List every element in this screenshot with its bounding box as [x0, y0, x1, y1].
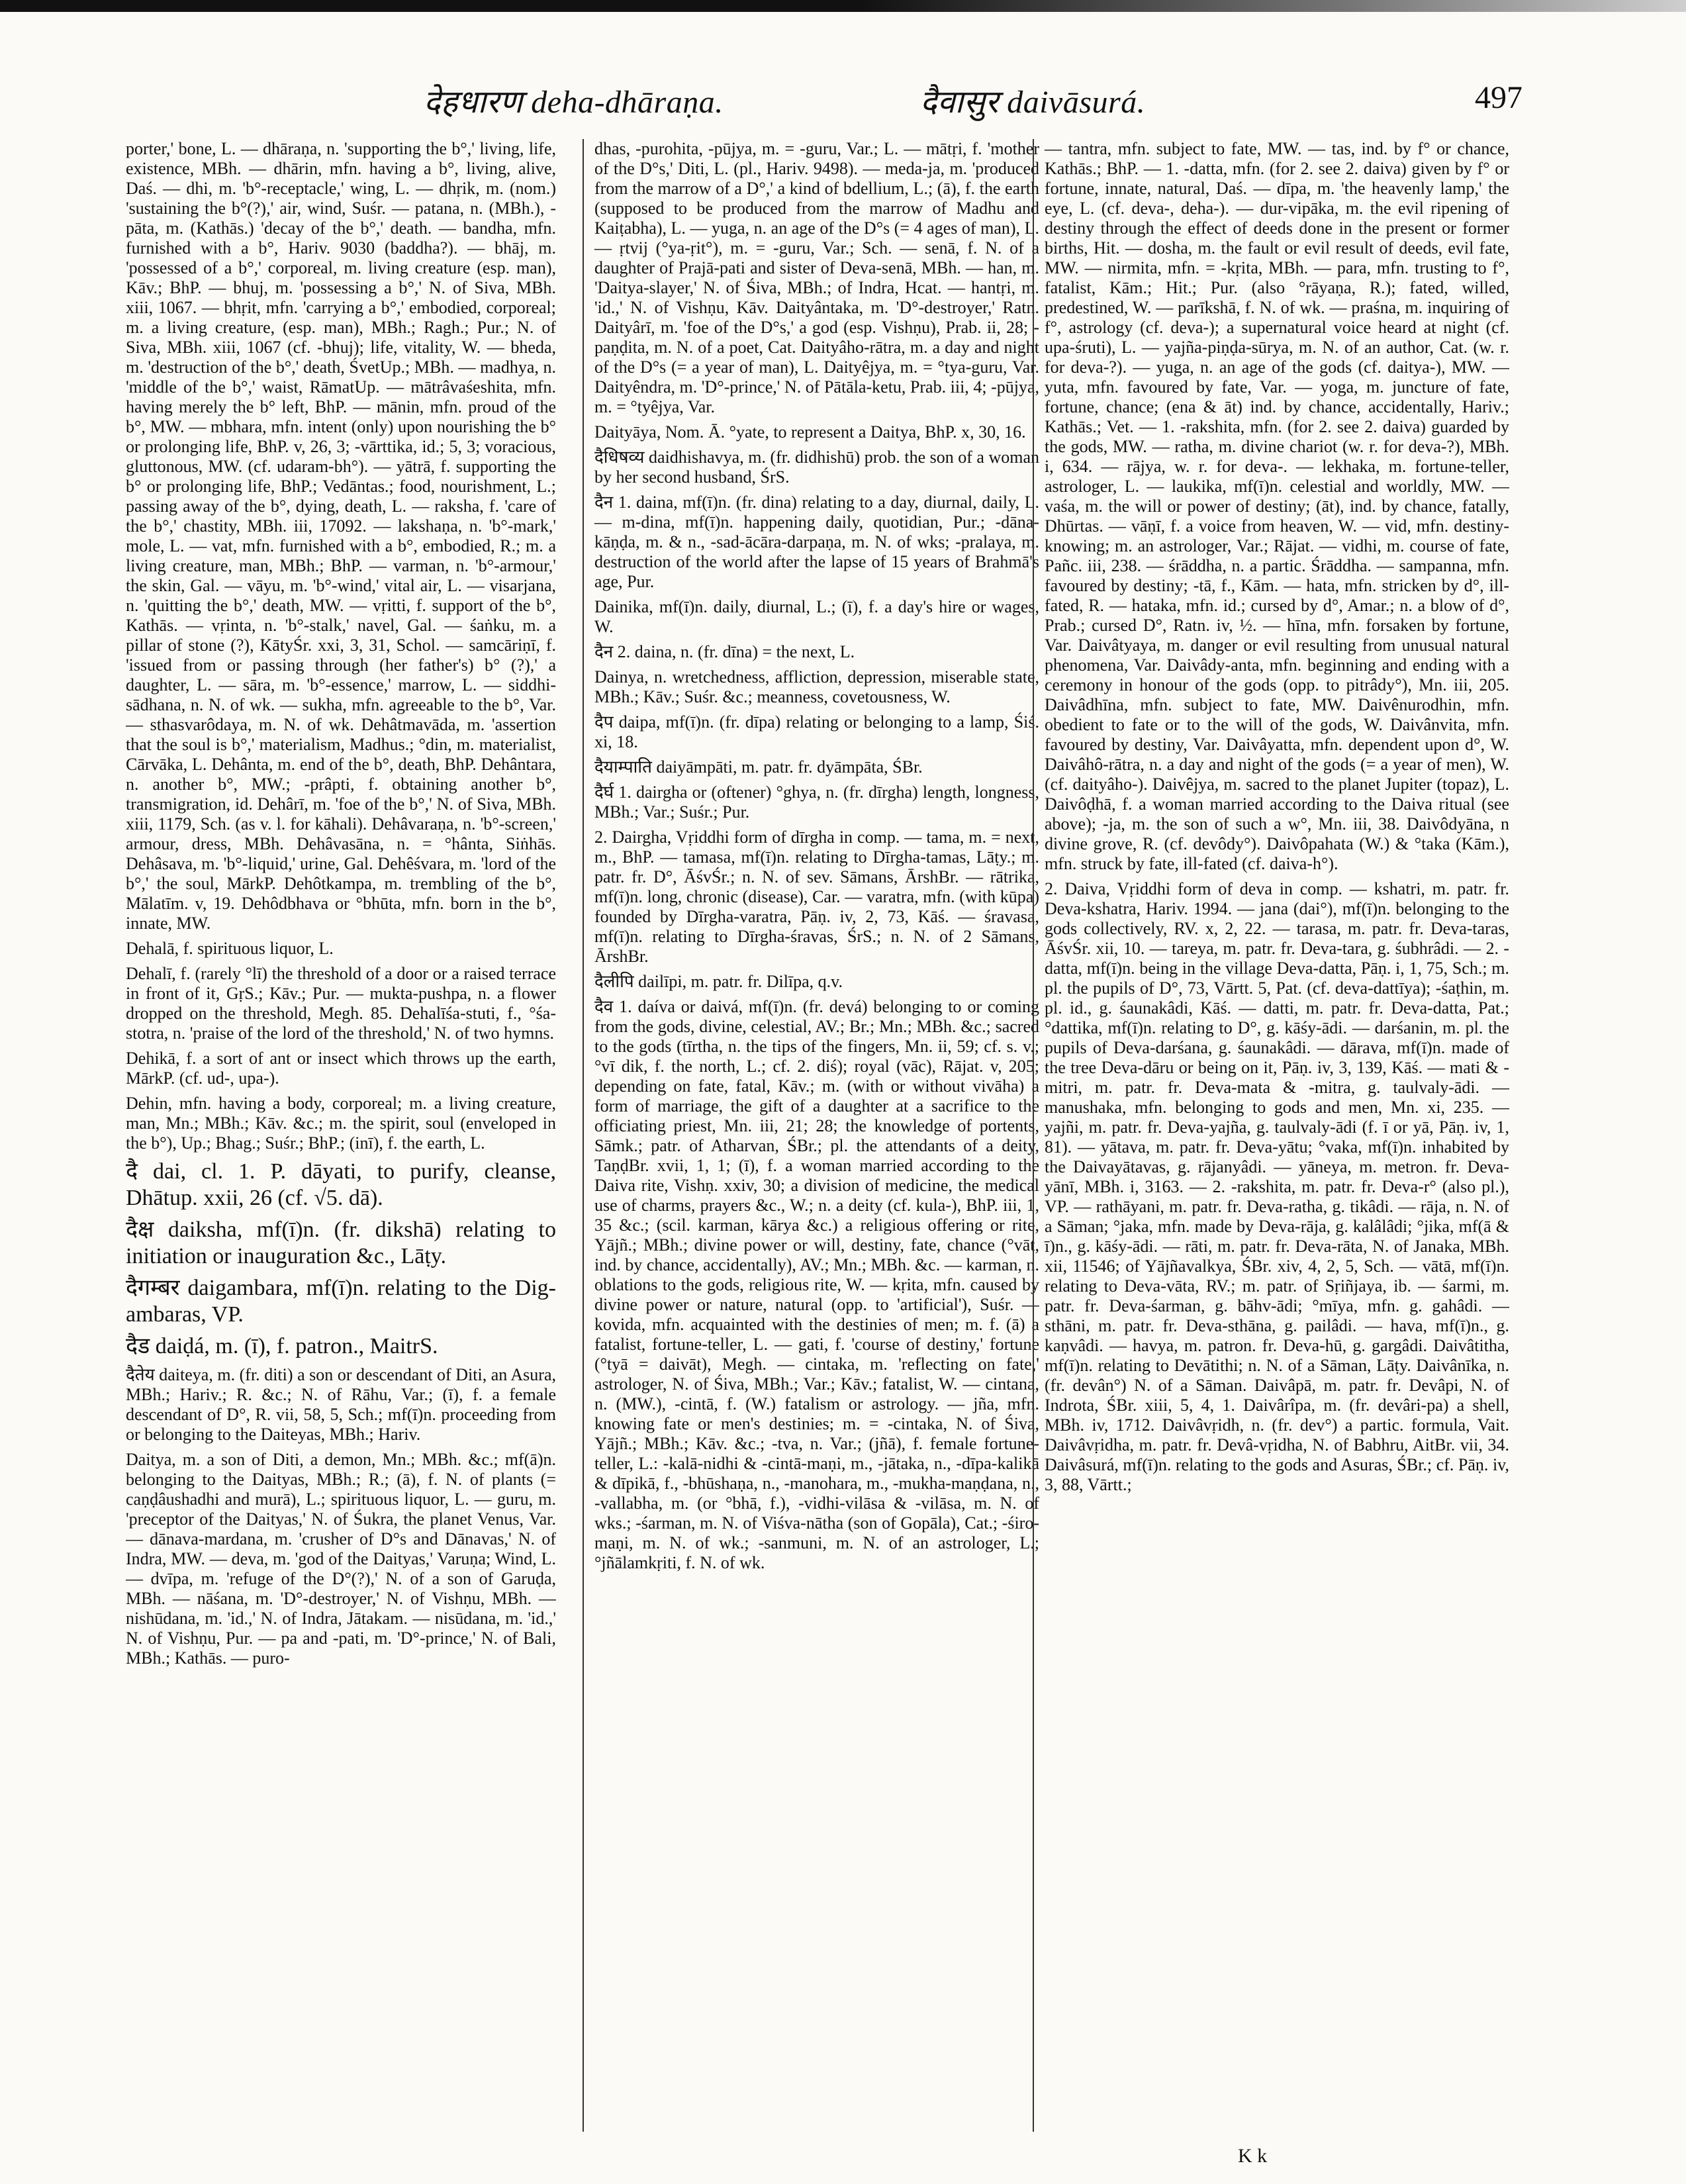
entry: dhas, -purohita, -pūjya, m. = -guru, Var.; L. — mātṛi, f. 'mother of the D°s,' Diti, L. (pl., Hariv. 9498). — meda-ja, m. 'produced from the marrow of a D°,' a kind of bdellium, L.; (ā), f. the earth (supposed to be produced from the marrow of Madhu and Kaiṭabha), L. — yuga, n. an age of the D°s (= 4 ages of man), L. — ṛtvij (°ya-ṛit°), m. = -guru, Var.; Sch. — senā, f. N. of a daughter of Prajā-pati and sister of Deva-senā, MBh. — han, m. 'Daitya-slayer,' N. of Śiva, MBh.; of Indra, Hcat. — hantṛi, m. 'id.,' N. of Vishṇu, Kāv. Daityântaka, m. 'D°-destroyer,' Ratn. Daityârī, m. 'foe of the D°s,' a god (esp. Vishṇu), Prab. ii, 28; -paṇḍita, m. N. of a poet, Cat. Daityâho-rātra, m. a day and night of the D°s (= a year of man), L. Daityêjya, m. = °tya-guru, Var. Daityêndra, m. 'D°-prince,' N. of Pātāla-ketu, Prab. iii, 4; -pūjya, m. = °tyêjya, Var. — [594, 139, 1039, 416]
entry: 2. Dairgha, Vṛiddhi form of dīrgha in comp. — tama, m. = next, m., BhP. — tamasa, mf(ī)n. relating to Dīrgha-tamas, Lāṭy.; m. patr. fr. D°, ĀśvŚr.; n. N. of sev. Sāmans, ĀrshBr. — rātrika, mf(ī)n. long, chronic (disease), Car. — varatra, mfn. (with kūpa) founded by Dīrgha-varatra, Pāṇ. iv, 2, 73, Kāś. — śravasa, mf(ī)n. relating to Dīrgha-śravas, ŚrS.; n. N. of 2 Sāmans, ĀrshBr. — [594, 828, 1039, 966]
entry: दैलीपि dailīpi, m. patr. fr. Dilīpa, q.v. — [594, 972, 843, 991]
entry: दै dai, cl. 1. P. dāyati, to purify, cleanse, Dhātup. xxii, 26 (cf. √5. dā). — [126, 1159, 556, 1210]
entry: दैतेय daiteya, m. (fr. diti) a son or descendant of Diti, an Asura, MBh.; Hariv.; R. &c.; N. of Rāhu, Var.; (ī), f. a female descendant of D°, R. vii, 58, 5, Sch.; mf(ī)n. proceeding from or belonging to the Daiteyas, MBh.; Hariv. — [126, 1365, 556, 1444]
running-head-right: दैवासुर daivāsurá. — [920, 85, 1146, 120]
entry: दैधिषव्य daidhishavya, m. (fr. didhishū) prob. the son of a woman by her second husband, ŚrS. — [594, 448, 1039, 487]
entry: — tantra, mfn. subject to fate, MW. — tas, ind. by f° or chance, Kathās.; BhP. — 1. -datta, mfn. (for 2. see 2. daiva) given by f° or fortune, innate, natural, Daś. — dīpa, m. 'the heavenly lamp,' the eye, L. (cf. deva-, deha-). — dur-vipāka, m. the evil ripening of destiny through the effect of deeds done in the present or former births, Hit. — dosha, m. the fault or evil result of deeds, evil fate, MW. — nirmita, mfn. = -kṛita, MBh. — para, mfn. trusting to f°, fatalist, Kām.; Hit.; Pur. (also °rāyaṇa, R.); fated, willed, predestined, W. — parīkshā, f. N. of wk. — praśna, m. inquiring of f°, astrology (cf. deva-); a supernatural voice heard at night (cf. upa-śruti), L. — yajña-piṇḍa-sūrya, m. N. of an author, Cat. (w. r. for deva-?). — yuga, n. an age of the gods (cf. daitya-), MW. — yuta, mfn. favoured by fate, Var. — yoga, m. juncture of fate, fortune, chance; (ena & āt) ind. by chance, accidentally, Hariv.; Kathās.; Vet. — 1. -rakshita, mfn. (for 2. see 2. daiva) guarded by the gods, MW. — ratha, m. divine chariot (w. r. for deva-?), MBh. i, 634. — rājya, w. r. for deva-. — lekhaka, m. fortune-teller, astrologer, L. — laukika, mf(ī)n. celestial and worldly, MW. — vaśa, m. the will or power of destiny; (āt), ind. by chance, fatally, Dhūrtas. — vāṇī, f. a voice from heaven, W. — vid, mfn. destiny-knowing; m. an astrologer, Var.; Rājat. — vidhi, m. course of fate, Pañc. iii, 238. — śrāddha, n. a partic. Śrāddha. — sampanna, mfn. favoured by destiny; -tā, f., Kām. — hata, mfn. stricken by d°, ill-fated, R. — hataka, mfn. id.; cursed by d°, Amar.; n. a blow of d°, Prab.; cursed D°, Ratn. iv, ½. — hīna, mfn. forsaken by fortune, Var. Daivâtyaya, m. danger or evil resulting from unusual natural phenomena, Var. Daivâdy-anta, mfn. beginning and ending with a ceremony in honour of the gods (opp. to pitrâdy°), Mn. iii, 205. Daivâdhīna, mfn. subject to fate, MW. Daivênurodhin, mfn. obedient to fate or to the will of the gods, W. Daivânvita, mfn. favoured by destiny, Var. Daivâyatta, mfn. dependent upon d°, W. Daivâhô-rātra, n. a day and night of the gods (= a year of men), W. (cf. daityâho-). Daivêjya, m. sacred to the planet Jupiter (topaz), L. Daivôḍhā, f. a woman married according to the Daiva ritual (see above); -ja, m. the son of such a w°, Mn. iii, 38. Daivôdyāna, n divine grove, R. (cf. devôdy°). Daivôpahata (W.) & °taka (Kām.), mfn. struck by fate, ill-fated (cf. daiva-h°). — [1045, 139, 1509, 873]
signature-mark: K k — [1238, 2145, 1268, 2167]
entry: 2. Daiva, Vṛiddhi form of deva in comp. — kshatri, m. patr. fr. Deva-kshatra, Hariv. 1994. — jana (dai°), mf(ī)n. belonging to the gods collectively, RV. x, 2, 22. — tarasa, m. patr. fr. Deva-taras, ĀśvŚr. xii, 10. — tareya, m. patr. fr. Deva-tara, g. śubhrâdi. — 2. -datta, mf(ī)n. being in the village Deva-datta, Pāṇ. i, 1, 75, Sch.; m. pl. the pupils of D°, 73, Vārtt. 5, Pat. (cf. deva-dattīya); -śaṭhin, m. pl. id., g. śaunakâdi, Kāś. — datti, m. patr. fr. Deva-datta, Pat.; °dattika, mf(ī)n. relating to D°, g. kāśy-ādi. — darśanin, m. pl. the pupils of Deva-darśana, g. śaunakâdi. — dārava, mf(ī)n. made of the tree Deva-dāru or being on it, Pāṇ. iv, 3, 139, Kāś. — mati & -mitri, m. patr. fr. Deva-mata & -mitra, g. taulvaly-ādi. — manushaka, mfn. belonging to gods and men, Mn. xi, 235. — yajñi, m. patr. fr. Deva-yajña, g. taulvaly-ādi (f. ī or yā, Pāṇ. iv, 1, 81). — yātava, m. patr. fr. Deva-yātu; °vaka, mf(ī)n. inhabited by the Daivayātavas, g. rājanyâdi. — yāneya, m. metron. fr. Deva-yānī, MBh. i, 3163. — 2. -rakshita, m. patr. fr. Deva-r° (also pl.), VP. — rathāyani, m. patr. fr. Deva-ratha, g. tikâdi. — rāja, n. N. of a Sāman; °jaka, mfn. made by Deva-rāja, g. kalâlâdi; °jika, mf(ā & ī)n., g. kāśy-ādi. — rāti, m. patr. fr. Deva-rāta, N. of Janaka, MBh. xii, 11546; of Yājñavalkya, ŚBr. xiv, 4, 2, 5, Sch. — vātā, mf(ī)n. relating to Deva-vāta, RV.; m. patr. of Sṛiñjaya, ib. — śarmi, m. patr. fr. Deva-śarman, g. bāhv-ādi; °mīya, mfn. g. gahâdi. — sthāni, m. patr. fr. Deva-sthāna, g. pailâdi. — hava, mf(ī)n., g. kaṇvâdi. — havya, m. patron. fr. Deva-hū, g. gargâdi. Daivâtitha, mf(ī)n. relating to Devātithi; n. N. of a Sāman, Lāṭy. Daivânīka, n. (fr. devân°) N. of a Sāman. Daivâpā, m. patr. fr. Devâpi, N. of Indrota, ŚBr. xiii, 5, 4, 1. Daivârîpa, m. (fr. devâri-pa) a shell, MBh. iv, 1712. Daivâvṛidh, n. (fr. dev°) a partic. formula, Vait. Daivâvṛidha, m. patr. fr. Devâ-vṛidha, N. of Babhru, AitBr. vii, 34. Daivâsurá, mf(ī)n. relating to the gods and Asuras, ŚBr.; cf. Pāṇ. iv, 3, 88, Vārtt.; — [1045, 879, 1509, 1494]
running-head-left: देहधारण deha-dhāraṇa. — [424, 85, 724, 120]
entry: दैयाम्पाति daiyāmpāti, m. patr. fr. dyāmpāta, ŚBr. — [594, 757, 923, 777]
scan-top-edge-fade — [861, 0, 1686, 12]
entry: Daityāya, Nom. Ā. °yate, to represent a Daitya, BhP. x, 30, 16. — [594, 422, 1026, 442]
page-header — [126, 79, 1522, 132]
entry: दैक्ष daiksha, mf(ī)n. (fr. dikshā) relating to initiation or inauguration &c., Lāṭy. — [126, 1217, 556, 1268]
entry: दैगम्बर daigambara, mf(ī)n. relating to the Dig-ambaras, VP. — [126, 1276, 556, 1327]
page-number: 497 — [1475, 80, 1522, 115]
entry: Dehikā, f. a sort of ant or insect which throws up the earth, MārkP. (cf. ud-, upa-). — [126, 1049, 556, 1088]
entry: Dehalā, f. spirituous liquor, L. — [126, 939, 334, 958]
entry: Dainya, n. wretchedness, affliction, depression, miserable state, MBh.; Kāv.; Suśr. &c.; meanness, covetousness, W. — [594, 667, 1039, 706]
column-2 — [583, 139, 1039, 2132]
entry: Daitya, m. a son of Diti, a demon, Mn.; MBh. &c.; mf(ā)n. belonging to the Daityas, MBh.; R.; (ā), f. N. of plants (= caṇḍâushadhi and murā), L.; spirituous liquor, L. — guru, m. 'preceptor of the Daityas,' N. of Śukra, the planet Venus, Var. — dānava-mardana, m. 'crusher of D°s and Dānavas,' N. of Indra, MW. — deva, m. 'god of the Daityas,' Varuṇa; Wind, L. — dvīpa, m. 'refuge of the D°(?),' N. of a son of Garuḍa, MBh. — nāśana, m. 'D°-destroyer,' N. of Vishṇu, MBh. — nishūdana, m. 'id.,' N. of Indra, Jātakam. — nisūdana, m. 'id.,' N. of Vishṇu, Pur. — pa and -pati, m. 'D°-prince,' N. of Bali, MBh.; Kathās. — puro- — [126, 1450, 556, 1668]
entry: दैड daiḍá, m. (ī), f. patron., MaitrS. — [126, 1334, 438, 1358]
column-1 — [126, 139, 556, 2132]
entry: दैव 1. daíva or daivá, mf(ī)n. (fr. devá) belonging to or coming from the gods, divine, celestial, AV.; Br.; Mn.; MBh. &c.; sacred to the gods (tīrtha, n. the tips of the fingers, Mn. ii, 59; cf. s. v.; °vī dik, f. the north, L.; cf. 2. diś); royal (vāc), Rājat. v, 205; depending on fate, fatal, Kāv.; m. (with or without vivāha) a form of marriage, the gift of a daughter at a sacrifice to the officiating priest, Mn. iii, 21; 28; the knowledge of portents, Sāmk.; patr. of Atharvan, ŚBr.; pl. the attendants of a deity, TaṇḍBr. xvii, 1, 1; (ī), f. a woman married according to the Daiva rite, Vishṇ. xxiv, 30; a division of medicine, the medical use of charms, prayers &c., W.; n. a deity (cf. kula-), BhP. iii, 1, 35 &c.; (scil. karman, kārya &c.) a religious offering or rite, Yājñ.; MBh.; divine power or will, destiny, fate, chance (°vāt, ind. by chance, accidentally), AV.; Mn.; MBh. &c. — karman, n. oblations to the gods, religious rite, W. — kṛita, mfn. caused by divine power or nature, natural (opp. to 'artificial'), Suśr. — kovida, mfn. acquainted with the destinies of men; m. f. (ā) a fatalist, fortune-teller, L. — gati, f. 'course of destiny,' fortune (°tyā = daivāt), Megh. — cintaka, m. 'reflecting on fate,' astrologer, N. of Śiva, MBh.; Var.; Kāv.; fatalist, W. — cintana, n. (MW.), -cintā, f. (W.) fatalism or astrology. — jña, mfn. knowing fate or men's destinies; m. = -cintaka, N. of Śiva, Yājñ.; MBh.; Kāv. &c.; -tva, n. Var.; (jñā), f. female fortune-teller, L.: -kalā-nidhi & -cintā-maṇi, m., -jātaka, n., -dīpa-kalikā & dīpikā, f., -bhūshaṇa, n., -manohara, m., -mukha-maṇḍana, n., -vallabha, m. (or °bhā, f.), -vidhi-vilāsa & -vilāsa, m. N. of wks.; -śarman, m. N. of Viśva-nātha (son of Gopāla), Cat.; -śiro-maṇi, m. N. of wk.; -sanmuni, m. N. of an astrologer, L.; °jñālamkṛiti, f. N. of wk. — [594, 997, 1039, 1572]
column-3 — [1033, 139, 1509, 2132]
entry: दैन 1. daina, mf(ī)n. (fr. dina) relating to a day, diurnal, daily, L. — m-dina, mf(ī)n. happening daily, quotidian, Pur.; -dāna-kāṇḍa, m. & n., -sad-ācāra-darpaṇa, m. N. of wks; -pralaya, m. destruction of the world after the lapse of 15 years of Brahmā's age, Pur. — [594, 493, 1039, 591]
entry: Dainika, mf(ī)n. daily, diurnal, L.; (ī), f. a day's hire or wages, W. — [594, 597, 1039, 636]
entry: Dehalī, f. (rarely °lī) the threshold of a door or a raised terrace in front of it, GṛS.; Kāv.; Pur. — mukta-pushpa, n. a flower dropped on the threshold, Megh. 85. Dehalīśa-stuti, f., °śa-stotra, n. 'praise of the lord of the threshold,' N. of two hymns. — [126, 964, 556, 1043]
entry: Dehin, mfn. having a body, corporeal; m. a living creature, man, Mn.; MBh.; Kāv. &c.; m. the spirit, soul (enveloped in the b°), Up.; Bhag.; Suśr.; BhP.; (inī), f. the earth, L. — [126, 1094, 556, 1153]
entry: दैर्घ 1. dairgha or (oftener) °ghya, n. (fr. dīrgha) length, longness, MBh.; Var.; Suśr.; Pur. — [594, 783, 1039, 822]
entry: दैन 2. daina, n. (fr. dīna) = the next, L. — [594, 642, 855, 661]
entry: दैप daipa, mf(ī)n. (fr. dīpa) relating or belonging to a lamp, Śiś. xi, 18. — [594, 712, 1039, 751]
entry: porter,' bone, L. — dhāraṇa, n. 'supporting the b°,' living, life, existence, MBh. — dhārin, mfn. having a b°, living, alive, Daś. — dhi, m. 'b°-receptacle,' wing, L. — dhṛik, m. (nom.) 'sustaining the b°(?),' air, wind, Suśr. — patana, n. (MBh.), -pāta, m. (Kathās.) 'decay of the b°,' death. — bandha, mfn. furnished with a b°, Hariv. 9030 (baddha?). — bhāj, m. 'possessed of a b°,' corporeal, m. living creature (esp. man), Kāv.; BhP. — bhuj, m. 'possessing a b°,' N. of Siva, MBh. xiii, 1067. — bhṛit, mfn. 'carrying a b°,' embodied, corporeal; m. a living creature, (esp. man), MBh.; Ragh.; Pur.; N. of Siva, MBh. xiii, 1067 (cf. -bhuj); life, vitality, W. — bheda, m. 'destruction of the b°,' death, ŚvetUp.; MBh. — madhya, n. 'middle of the b°,' waist, RāmatUp. — mātrâvaśeshita, mfn. having merely the b° left, BhP. — mānin, mfn. proud of the b°, MW. — mbhara, mfn. intent (only) upon nourishing the b° or prolonging life, BhP. v, 26, 3; -vārttika, id.; 5, 3; voracious, gluttonous, MW. (cf. udaram-bh°). — yātrā, f. supporting the b° or prolonging life, BhP.; Vedāntas.; food, nourishment, L.; passing away of the b°, dying, death, L. — raksha, f. 'care of the b°,' chastity, MBh. iii, 17092. — lakshaṇa, n. 'b°-mark,' mole, L. — vat, mfn. furnished with a b°, embodied, R.; m. a living creature, man, MBh.; BhP. — varman, n. 'b°-armour,' the skin, Gal. — vāyu, m. 'b°-wind,' vital air, L. — visarjana, n. 'quitting the b°,' death, MW. — vṛitti, f. support of the b°, Kathās. — vṛinta, n. 'b°-stalk,' navel, Gal. — śaṅku, m. a pillar of stone (?), KātyŚr. xxi, 3, 31, Schol. — samcāriṇī, f. 'issued from or passing through (her father's) b° (?),' a daughter, L. — sāra, m. 'b°-essence,' marrow, L. — siddhi-sādhana, n. N. of wk. — sukha, mfn. agreeable to the b°, Var. — sthasvarôdaya, m. N. of wk. Dehâtmavāda, m. 'assertion that the soul is b°,' materialism, Madhus.; °din, m. materialist, Cārvāka, L. Dehânta, m. end of the b°, death, BhP. Dehântara, n. another b°, MW.; -prâpti, f. obtaining another b°, transmigration, id. Dehârī, m. 'foe of the b°,' N. of Siva, MBh. xiii, 1179, Sch. (as v. l. for kāhali). Dehâvaraṇa, n. 'b°-screen,' armour, dress, MBh. Dehâvasāna, n. = °hânta, Siṅhās. Dehâsava, m. 'b°-liquid,' urine, Gal. Dehêśvara, m. 'lord of the b°,' the soul, MārkP. Dehôtkampa, m. trembling of the b°, Mālatīm. v, 19. Dehôdbhava or °bhūta, mfn. born in the b°, innate, MW. — [126, 139, 556, 933]
